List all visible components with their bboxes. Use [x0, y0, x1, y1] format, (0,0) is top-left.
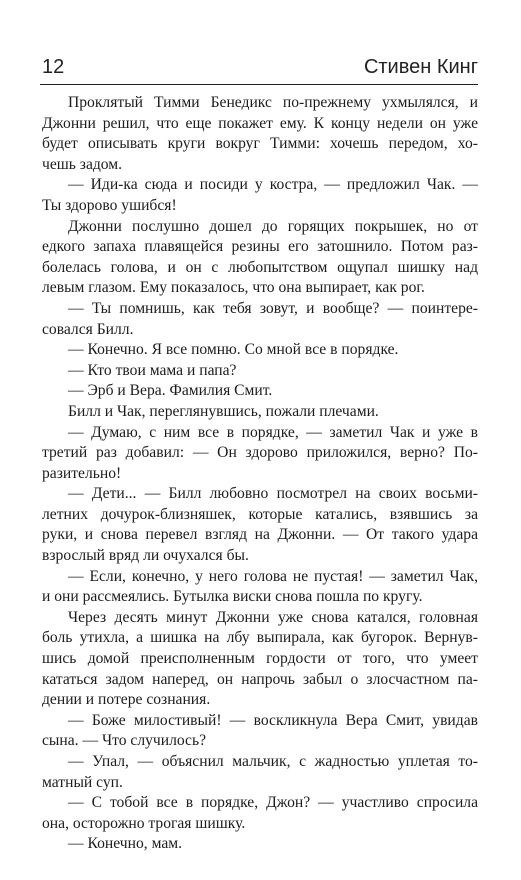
text-line: — Кто твои мама и папа? [68, 361, 237, 379]
text-line: шись домой преисполненным гордости от того, что умеет [42, 650, 478, 668]
text-line: она, осторожно трогая шишку. [42, 814, 246, 832]
text-line: — Дети... — Билл любовно посмотрел на своих восьми- [68, 485, 478, 503]
text-line: — Иди-ка сюда и посиди у костра, — предложил Чак. — [68, 176, 478, 194]
text-line: болелась голова, и он с любопытством ощупал шишку над [42, 258, 478, 276]
text-line: взрослый вряд ли очухался бы. [42, 547, 249, 565]
text-line: кататься задом наперед, он напрочь забыл о злосчастном па- [42, 670, 478, 688]
text-line: летних дочурок-близняшек, которые катались, взявшись за [42, 505, 478, 523]
text-line: — Конечно, мам. [68, 835, 183, 853]
body-text [42, 93, 478, 855]
text-line: — Думаю, с ним все в порядке, — заметил Чак и уже в [68, 423, 478, 441]
text-line: Джонни решил, что еще покажет ему. К концу недели он уже [42, 114, 478, 132]
text-line: Ты здорово ушибся! [42, 196, 177, 214]
text-line: — Эрб и Вера. Фамилия Смит. [68, 382, 273, 400]
text-line: — Конечно. Я все помню. Со мной все в порядке. [68, 341, 399, 359]
text-line: — Ты помнишь, как тебя зовут, и вообще? — поинтере- [68, 299, 478, 317]
text-line: совался Билл. [42, 320, 134, 338]
text-line: Проклятый Тимми Бенедикс по-прежнему ухмылялся, и [68, 94, 478, 111]
text-line: матный суп. [42, 773, 123, 791]
text-line: — С тобой все в порядке, Джон? — участливо спросила [68, 794, 478, 812]
text-line: дении и потере сознания. [42, 691, 211, 709]
text-line: едкого запаха плавящейся резины его затошнило. Потом раз- [42, 238, 478, 256]
text-line: боль утихла, а шишка на лбу выпирала, как бугорок. Вернув- [42, 629, 478, 647]
text-line: третий раз добавил: — Он здорово приложился, верно? По- [42, 444, 478, 462]
text-line: сына. — Что случилось? [42, 732, 207, 750]
text-line: — Если, конечно, у него голова не пустая! — заметил Чак, [68, 567, 478, 585]
text-line: Через десять минут Джонни уже снова катался, головная [68, 608, 478, 626]
text-line: Джонни послушно дошел до горящих покрышек, но от [68, 217, 478, 235]
text-line: будет описывать круги вокруг Тимми: хочешь передом, хо- [42, 135, 478, 153]
text-line: левым глазом. Ему показалось, что она выпирает, как рог. [42, 279, 425, 297]
text-line: — Боже милостивый! — воскликнула Вера Смит, увидав [68, 711, 478, 729]
text-line: и они рассмеялись. Бутылка виски снова пошла по кругу. [42, 588, 423, 606]
text-line: чешь задом. [42, 155, 123, 173]
text-line: Билл и Чак, переглянувшись, пожали плечами. [68, 402, 379, 420]
running-head [40, 56, 478, 85]
page-number: 12 [42, 56, 65, 78]
text-line: — Упал, — объяснил мальчик, с жадностью уплетая то- [68, 753, 478, 770]
text-line: разительно! [42, 464, 122, 482]
text-line: руки, и снова перевел взгляд на Джонни. — От такого удара [42, 526, 478, 544]
running-head-author: Стивен Кинг [363, 56, 478, 78]
